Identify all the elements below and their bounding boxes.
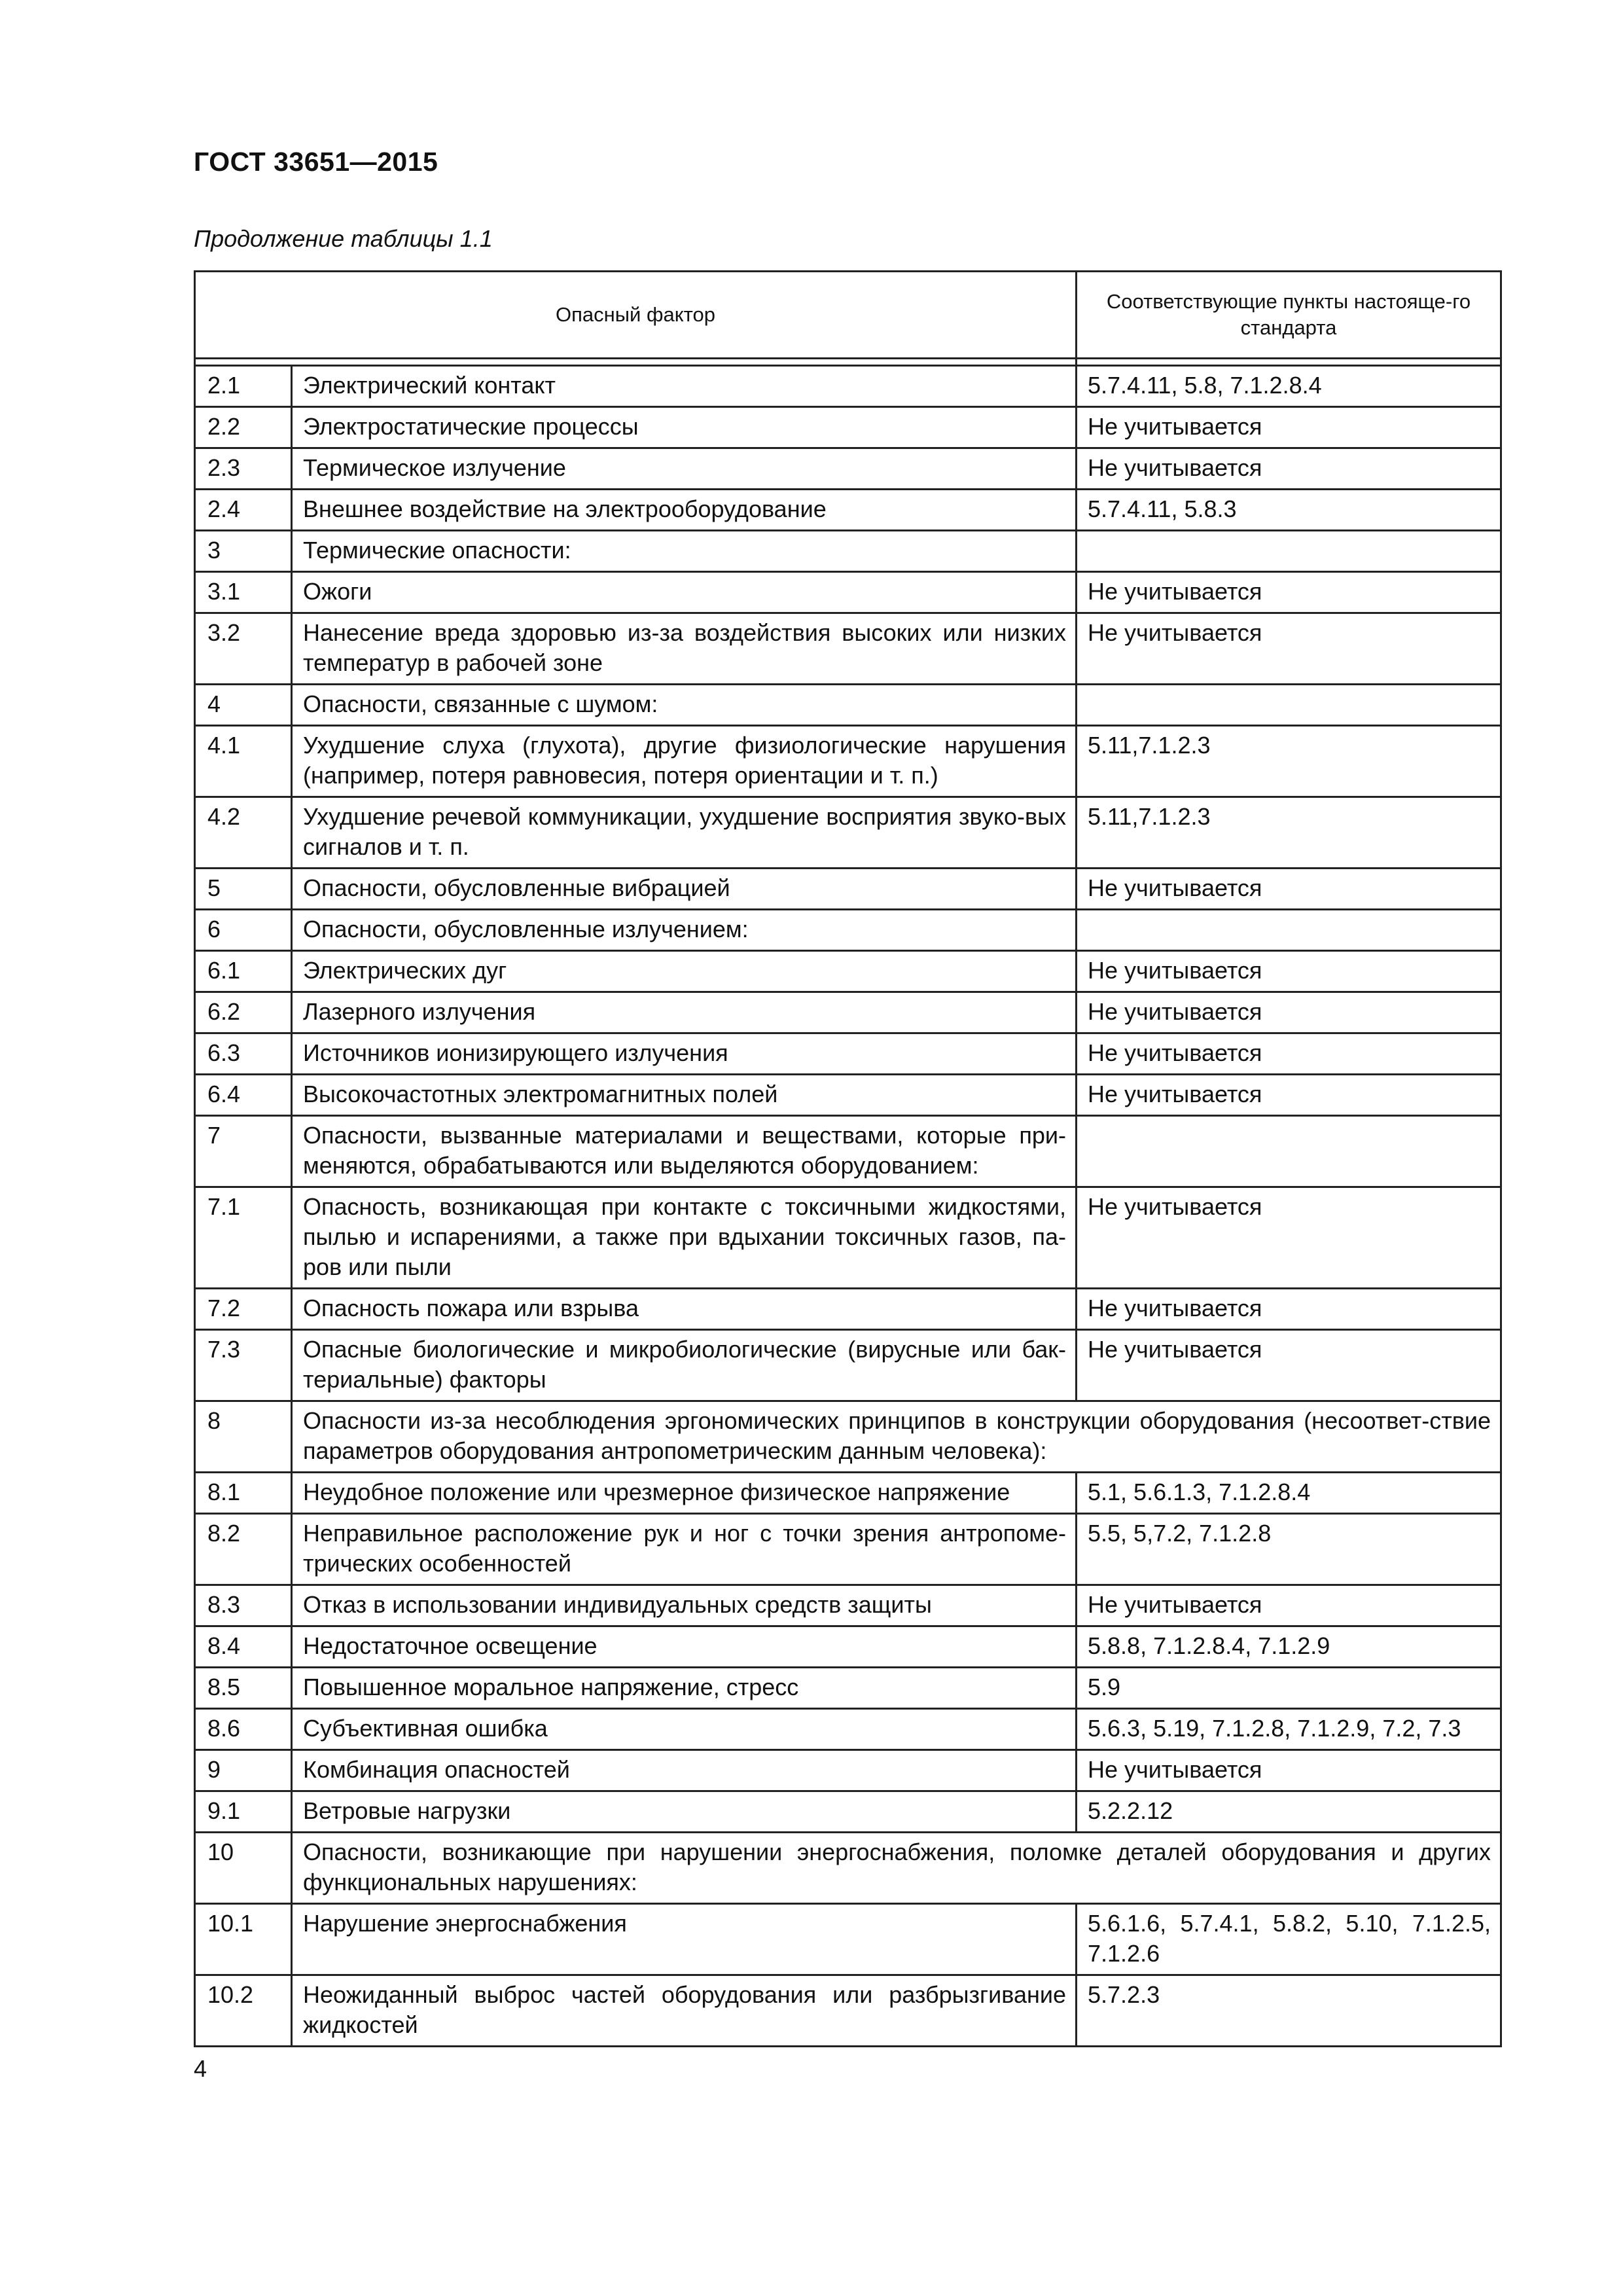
table-row	[195, 910, 1501, 951]
standard-references: Не учитывается	[1077, 1075, 1501, 1116]
row-number: 8	[195, 1401, 292, 1473]
row-number: 8.6	[195, 1709, 292, 1750]
table-row	[195, 726, 1501, 797]
table-row	[195, 613, 1501, 685]
standard-references: 5.6.3, 5.19, 7.1.2.8, 7.1.2.9, 7.2, 7.3	[1077, 1709, 1501, 1750]
hazard-factor: Нарушение энергоснабжения	[292, 1904, 1077, 1975]
hazard-factor: Нанесение вреда здоровью из-за воздействия высоких или низких температур в рабочей зоне	[292, 613, 1077, 685]
hazard-factor: Опасные биологические и микробиологические (вирусные или бак-териальные) факторы	[292, 1330, 1077, 1401]
hazard-factor: Отказ в использовании индивидуальных средств защиты	[292, 1585, 1077, 1626]
table-row	[195, 1750, 1501, 1791]
row-number: 9.1	[195, 1791, 292, 1833]
hazard-factor: Ветровые нагрузки	[292, 1791, 1077, 1833]
row-number: 8.3	[195, 1585, 292, 1626]
standard-references: Не учитывается	[1077, 951, 1501, 992]
row-number: 10	[195, 1833, 292, 1904]
table-row	[195, 572, 1501, 613]
row-number: 10.1	[195, 1904, 292, 1975]
table-row	[195, 1401, 1501, 1473]
standard-references: 5.11,7.1.2.3	[1077, 726, 1501, 797]
hazard-factor: Опасность, возникающая при контакте с токсичными жидкостями, пылью и испарениями, а также при вдыхании токсичных газов, па-ров или пыли	[292, 1187, 1077, 1289]
standard-references: Не учитывается	[1077, 1750, 1501, 1791]
row-number: 3.2	[195, 613, 292, 685]
hazard-factor: Субъективная ошибка	[292, 1709, 1077, 1750]
row-number: 2.2	[195, 407, 292, 448]
row-number: 3	[195, 531, 292, 572]
table-row	[195, 869, 1501, 910]
header-separator	[195, 359, 1501, 366]
row-number: 4	[195, 685, 292, 726]
row-number: 7.1	[195, 1187, 292, 1289]
standard-references: Не учитывается	[1077, 448, 1501, 490]
table-row	[195, 1033, 1501, 1075]
table-row	[195, 366, 1501, 407]
table-row	[195, 448, 1501, 490]
hazard-factor: Внешнее воздействие на электрооборудование	[292, 490, 1077, 531]
standard-references: 5.11,7.1.2.3	[1077, 797, 1501, 869]
table-row	[195, 951, 1501, 992]
standard-references	[1077, 1116, 1501, 1187]
row-number: 6.3	[195, 1033, 292, 1075]
table-row	[195, 1473, 1501, 1514]
row-number: 2.3	[195, 448, 292, 490]
hazard-factor: Термическое излучение	[292, 448, 1077, 490]
standard-references: Не учитывается	[1077, 572, 1501, 613]
hazard-factor: Неудобное положение или чрезмерное физическое напряжение	[292, 1473, 1077, 1514]
standard-references: 5.6.1.6, 5.7.4.1, 5.8.2, 5.10, 7.1.2.5, 7.1.2.6	[1077, 1904, 1501, 1975]
standard-references: Не учитывается	[1077, 992, 1501, 1033]
row-number: 3.1	[195, 572, 292, 613]
table-row	[195, 1514, 1501, 1585]
standard-references: 5.9	[1077, 1668, 1501, 1709]
hazard-factor: Источников ионизирующего излучения	[292, 1033, 1077, 1075]
table-row	[195, 531, 1501, 572]
standard-references: Не учитывается	[1077, 1585, 1501, 1626]
row-number: 6.1	[195, 951, 292, 992]
row-number: 8.2	[195, 1514, 292, 1585]
table-row	[195, 1904, 1501, 1975]
row-number: 8.1	[195, 1473, 292, 1514]
table-row	[195, 490, 1501, 531]
hazard-factor: Опасности, обусловленные вибрацией	[292, 869, 1077, 910]
standard-references: Не учитывается	[1077, 1033, 1501, 1075]
standard-references	[1077, 531, 1501, 572]
hazard-factor: Опасности, вызванные материалами и веществами, которые при-меняются, обрабатываются или выделяются оборудованием:	[292, 1116, 1077, 1187]
standard-references: 5.7.2.3	[1077, 1975, 1501, 2047]
standard-references: 5.8.8, 7.1.2.8.4, 7.1.2.9	[1077, 1626, 1501, 1668]
row-number: 6	[195, 910, 292, 951]
row-number: 6.2	[195, 992, 292, 1033]
standard-references: 5.1, 5.6.1.3, 7.1.2.8.4	[1077, 1473, 1501, 1514]
hazard-factor: Высокочастотных электромагнитных полей	[292, 1075, 1077, 1116]
table-row	[195, 797, 1501, 869]
table-row	[195, 407, 1501, 448]
standard-references: 5.2.2.12	[1077, 1791, 1501, 1833]
hazard-factor: Опасности, обусловленные излучением:	[292, 910, 1077, 951]
row-number: 4.2	[195, 797, 292, 869]
standard-references: Не учитывается	[1077, 1330, 1501, 1401]
standard-references	[1077, 685, 1501, 726]
row-number: 2.4	[195, 490, 292, 531]
row-number: 10.2	[195, 1975, 292, 2047]
row-number: 6.4	[195, 1075, 292, 1116]
table-row	[195, 1668, 1501, 1709]
table-row	[195, 1833, 1501, 1904]
header-factor: Опасный фактор	[195, 272, 1077, 359]
standard-references: Не учитывается	[1077, 407, 1501, 448]
row-number: 2.1	[195, 366, 292, 407]
row-number: 9	[195, 1750, 292, 1791]
hazard-factor: Опасность пожара или взрыва	[292, 1289, 1077, 1330]
hazard-factor: Недостаточное освещение	[292, 1626, 1077, 1668]
standard-references: 5.7.4.11, 5.8.3	[1077, 490, 1501, 531]
hazard-factor: Опасности из-за несоблюдения эргономических принципов в конструкции оборудования (несоответ-ствие параметров оборудования антропометрическим данным человека):	[292, 1401, 1501, 1473]
hazard-factor: Ожоги	[292, 572, 1077, 613]
standard-references: Не учитывается	[1077, 869, 1501, 910]
table-row	[195, 685, 1501, 726]
hazard-factor: Опасности, связанные с шумом:	[292, 685, 1077, 726]
page-number: 4	[194, 2055, 207, 2082]
table-row	[195, 1187, 1501, 1289]
hazard-factor: Повышенное моральное напряжение, стресс	[292, 1668, 1077, 1709]
hazard-factor: Комбинация опасностей	[292, 1750, 1077, 1791]
hazard-factor: Электростатические процессы	[292, 407, 1077, 448]
standard-references: 5.7.4.11, 5.8, 7.1.2.8.4	[1077, 366, 1501, 407]
table-row	[195, 1975, 1501, 2047]
table-row	[195, 1330, 1501, 1401]
table-row	[195, 1626, 1501, 1668]
hazard-factor: Ухудшение слуха (глухота), другие физиологические нарушения (например, потеря равновесия, потеря ориентации и т. п.)	[292, 726, 1077, 797]
table-row	[195, 1585, 1501, 1626]
table-row	[195, 1709, 1501, 1750]
row-number: 7.3	[195, 1330, 292, 1401]
row-number: 8.5	[195, 1668, 292, 1709]
header-refs: Соответствующие пункты настояще-го стандарта	[1077, 272, 1501, 359]
document-title: ГОСТ 33651—2015	[194, 147, 438, 177]
row-number: 8.4	[195, 1626, 292, 1668]
standard-references: 5.5, 5,7.2, 7.1.2.8	[1077, 1514, 1501, 1585]
hazard-table	[194, 270, 1502, 2047]
hazard-factor: Неправильное расположение рук и ног с точки зрения антропоме-трических особенностей	[292, 1514, 1077, 1585]
table-body	[195, 366, 1501, 2047]
hazard-factor: Термические опасности:	[292, 531, 1077, 572]
standard-references: Не учитывается	[1077, 1289, 1501, 1330]
row-number: 7	[195, 1116, 292, 1187]
row-number: 4.1	[195, 726, 292, 797]
standard-references: Не учитывается	[1077, 1187, 1501, 1289]
table-row	[195, 1289, 1501, 1330]
standard-references	[1077, 910, 1501, 951]
table-row	[195, 1075, 1501, 1116]
hazard-factor: Ухудшение речевой коммуникации, ухудшение восприятия звуко-вых сигналов и т. п.	[292, 797, 1077, 869]
table-row	[195, 1116, 1501, 1187]
hazard-factor: Неожиданный выброс частей оборудования или разбрызгивание жидкостей	[292, 1975, 1077, 2047]
hazard-factor: Электрических дуг	[292, 951, 1077, 992]
hazard-factor: Опасности, возникающие при нарушении энергоснабжения, поломке деталей оборудования и других функциональных нарушениях:	[292, 1833, 1501, 1904]
table-header-row	[195, 272, 1501, 359]
table-row	[195, 1791, 1501, 1833]
table-caption: Продолжение таблицы 1.1	[194, 225, 493, 252]
table-row	[195, 992, 1501, 1033]
hazard-factor: Электрический контакт	[292, 366, 1077, 407]
standard-references: Не учитывается	[1077, 613, 1501, 685]
row-number: 5	[195, 869, 292, 910]
hazard-factor: Лазерного излучения	[292, 992, 1077, 1033]
row-number: 7.2	[195, 1289, 292, 1330]
